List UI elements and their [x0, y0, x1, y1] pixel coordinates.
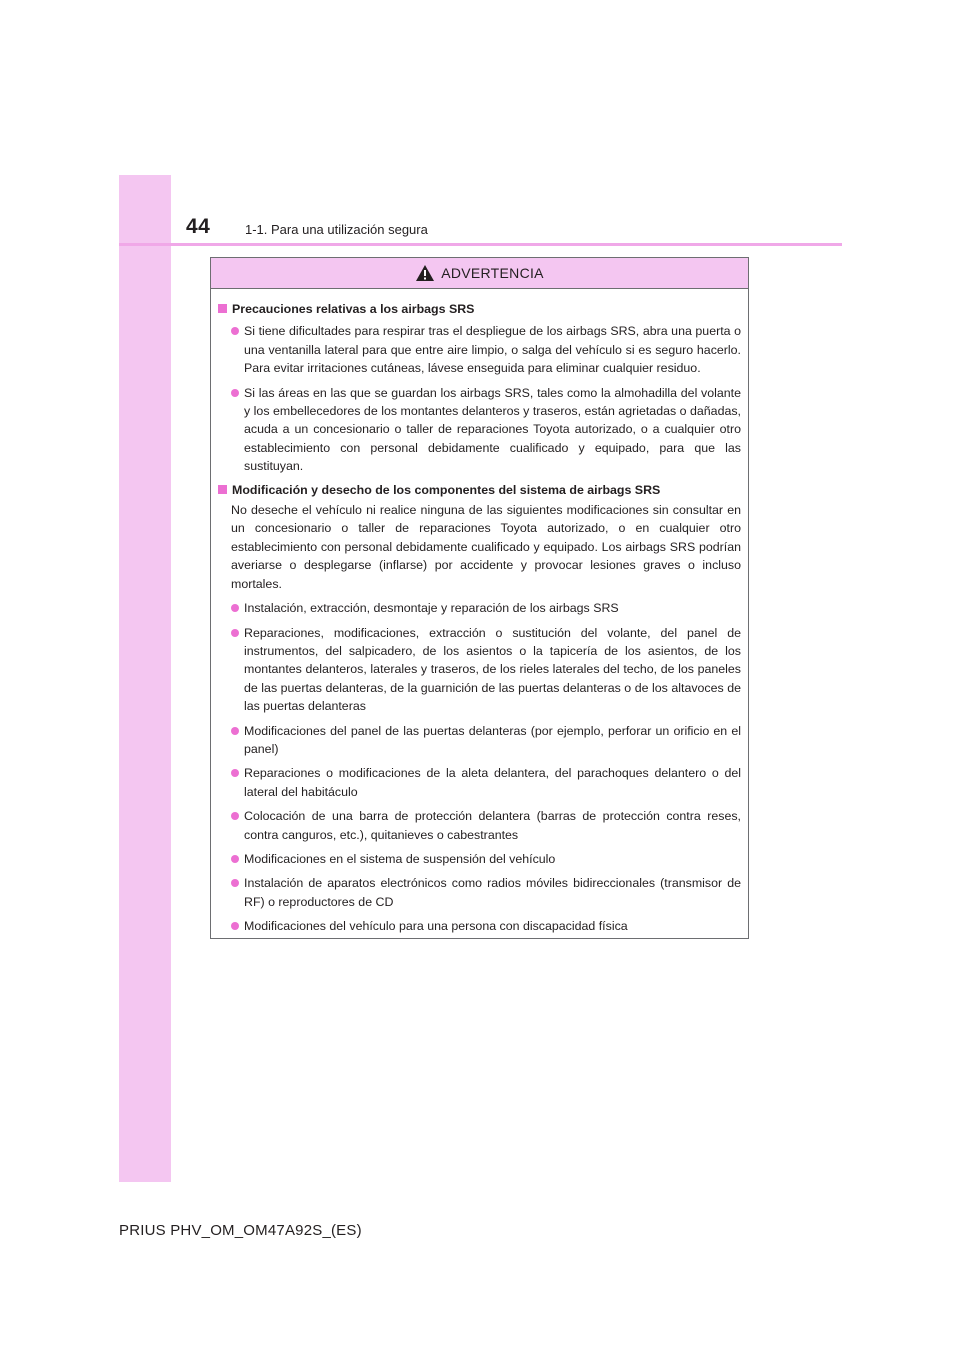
round-bullet-icon [231, 812, 239, 820]
round-bullet-icon [231, 604, 239, 612]
section-heading: Precauciones relativas a los airbags SRS [218, 300, 741, 318]
list-item: Reparaciones o modificaciones de la aleta delantera, del parachoques delantero o del lateral del habitáculo [218, 764, 741, 801]
round-bullet-icon [231, 727, 239, 735]
warning-box [210, 257, 749, 939]
list-item: Modificaciones en el sistema de suspensión del vehículo [218, 850, 741, 868]
list-item: Modificaciones del vehículo para una persona con discapacidad física [218, 917, 741, 935]
document-code: PRIUS PHV_OM_OM47A92S_(ES) [119, 1222, 362, 1239]
round-bullet-icon [231, 922, 239, 930]
square-bullet-icon [218, 304, 227, 313]
side-margin-band [119, 175, 171, 1182]
warning-body [211, 289, 748, 936]
list-item: Instalación de aparatos electrónicos como radios móviles bidireccionales (transmisor de RF) o reproductores de CD [218, 874, 741, 911]
section-heading: Modificación y desecho de los componentes del sistema de airbags SRS [218, 481, 741, 499]
list-item: Colocación de una barra de protección delantera (barras de protección contra reses, contra canguros, etc.), quitanieves o cabestrantes [218, 807, 741, 844]
section-title: 1-1. Para una utilización segura [245, 222, 428, 237]
round-bullet-icon [231, 879, 239, 887]
warning-title: ADVERTENCIA [441, 265, 544, 281]
round-bullet-icon [231, 327, 239, 335]
square-bullet-icon [218, 485, 227, 494]
round-bullet-icon [231, 855, 239, 863]
list-item: Instalación, extracción, desmontaje y reparación de los airbags SRS [218, 599, 741, 617]
round-bullet-icon [231, 769, 239, 777]
list-item: Si tiene dificultades para respirar tras el despliegue de los airbags SRS, abra una puerta o una ventanilla lateral para que entre aire limpio, o salga del vehículo si es seguro hacerlo. Para evitar irritaciones cutáneas, lávese enseguida para eliminar cualquier residuo. [218, 322, 741, 377]
page-number: 44 [186, 215, 211, 238]
list-item: Reparaciones, modificaciones, extracción o sustitución del volante, del panel de instrumentos, del salpicadero, de los asientos o la tapicería de los asientos, de los montantes delanteros, laterales y traseros, de los rieles laterales del techo, de los paneles de las puertas delanteras, de la guarnición de las puertas delanteras o de los altavoces de las puertas delanteras [218, 624, 741, 716]
header-rule [119, 243, 842, 246]
section-intro: No deseche el vehículo ni realice ninguna de las siguientes modificaciones sin consultar en un concesionario o taller de reparaciones Toyota autorizado, o en cualquier otro establecimiento con personal debidamente cualificado y equipado. Los airbags SRS podrían averiarse o desplegarse (inflarse) por accidente y provocar lesiones graves o incluso mortales. [231, 503, 741, 591]
list-item: Modificaciones del panel de las puertas delanteras (por ejemplo, perforar un orificio en el panel) [218, 722, 741, 759]
warning-triangle-icon [415, 264, 435, 282]
round-bullet-icon [231, 389, 239, 397]
round-bullet-icon [231, 629, 239, 637]
list-item: Si las áreas en las que se guardan los airbags SRS, tales como la almohadilla del volante y los embellecedores de los montantes delanteros y traseros, están agrietadas o dañadas, acuda a un concesionario o taller de reparaciones Toyota autorizado, o a cualquier otro establecimiento con personal debidamente cualificado y equipado, para que las sustituyan. [218, 384, 741, 476]
warning-header [211, 258, 748, 289]
